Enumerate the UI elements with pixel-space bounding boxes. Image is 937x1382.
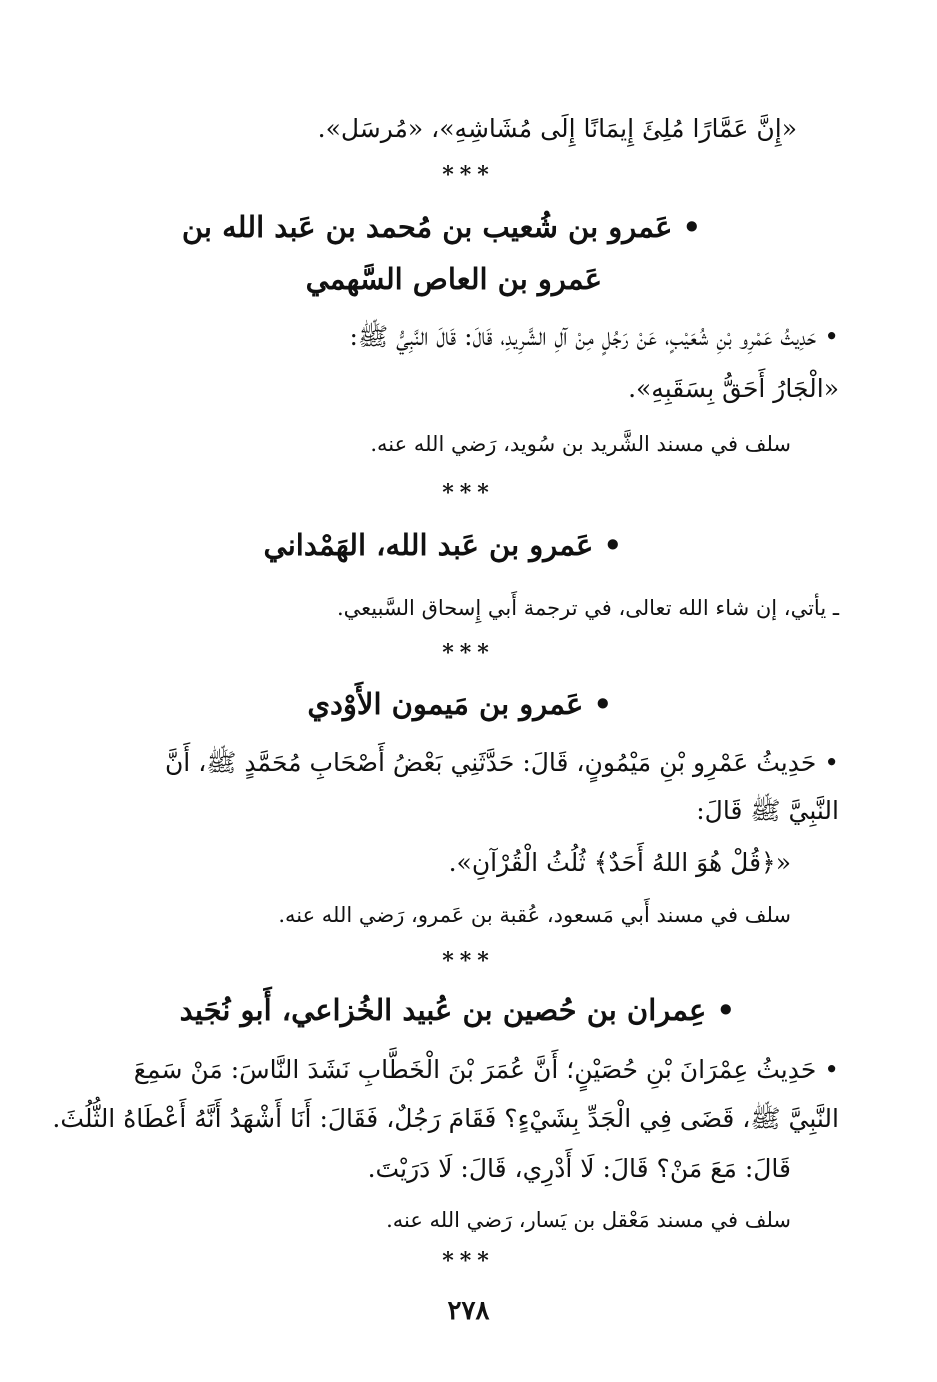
separator-3: ***	[442, 640, 495, 666]
hadith-line-5: «﴿قُلْ هُوَ اللهُ أَحَدٌ﴾ ثُلُثُ الْقُرْآنِ».	[448, 848, 791, 877]
reference-note-1: سلف في مسند الشَّريد بن سُويد، رَضي الله عنه.	[370, 432, 791, 456]
section-heading-amr-ibn-maymun: • عَمرو بن مَيمون الأَوْدي	[307, 687, 612, 721]
reference-note-2: سلف في مسند أَبي مَسعود، عُقبة بن عَمرو، رَضي الله عنه.	[278, 903, 791, 927]
hadith-line-6: • حَدِيثُ عِمْرَانَ بْنِ حُصَيْنٍ؛ أَنَّ عُمَرَ بْنَ الْخَطَّابِ نَشَدَ النَّاسَ: مَنْ سَمِعَ	[133, 1055, 839, 1084]
section-heading-amr-ibn-shuayb-cont: عَمرو بن العاص السَّهمي	[305, 262, 602, 296]
separator-2: ***	[442, 480, 495, 506]
text-line-1: «إِنَّ عَمَّارًا مُلِئَ إِيمَانًا إِلَى مُشَاشِهِ»، «مُرسَل».	[317, 114, 797, 143]
hadith-line-8: قَالَ: مَعَ مَنْ؟ قَالَ: لَا أَدْرِي، قَالَ: لَا دَرَيْتَ.	[367, 1154, 791, 1183]
section-heading-amr-ibn-shuayb: • عَمرو بن شُعيب بن مُحمد بن عَبد الله بن	[181, 210, 701, 244]
separator-5: ***	[442, 1248, 495, 1274]
hadith-line-4: النَّبِيَّ ﷺ قَالَ:	[696, 796, 839, 825]
reference-note-3: سلف في مسند مَعْقل بن يَسار، رَضي الله عنه.	[386, 1208, 791, 1232]
cross-reference-note: ـ يأتي، إن شاء الله تعالى، في ترجمة أَبي إِسحاق السَّبيعي.	[336, 596, 839, 620]
hadith-line-7: النَّبِيَّ ﷺ، قَضَى فِي الْجَدِّ بِشَيْءٍ؟ فَقَامَ رَجُلٌ، فَقَالَ: أَنَا أَشْهَدُ أَنَّهُ أَعْطَاهُ الثُّلُثَ.	[52, 1104, 839, 1133]
separator-1: ***	[442, 162, 495, 188]
section-heading-amr-ibn-abdullah: • عَمرو بن عَبد الله، الهَمْداني	[263, 528, 622, 562]
hadith-line-3: • حَدِيثُ عَمْرِو بْنِ مَيْمُونٍ، قَالَ: حَدَّثَنِي بَعْضُ أَصْحَابِ مُحَمَّدٍ ﷺ، أَنَّ	[164, 748, 839, 777]
page-number: ٢٧٨	[447, 1296, 490, 1326]
hadith-line-2: «الْجَارُ أَحَقُّ بِسَقَبِهِ».	[628, 374, 839, 403]
section-heading-imran-ibn-husayn: • عِمران بن حُصين بن عُبيد الخُزاعي، أَبو نُجَيد	[179, 993, 735, 1027]
hadith-line-1: • حَدِيثُ عَمْرِو بْنِ شُعَيْبٍ، عَنْ رَجُلٍ مِنْ آلِ الشَّرِيدِ، قَالَ: قَالَ النَّبِيُّ ﷺ:	[349, 322, 839, 351]
separator-4: ***	[442, 948, 495, 974]
